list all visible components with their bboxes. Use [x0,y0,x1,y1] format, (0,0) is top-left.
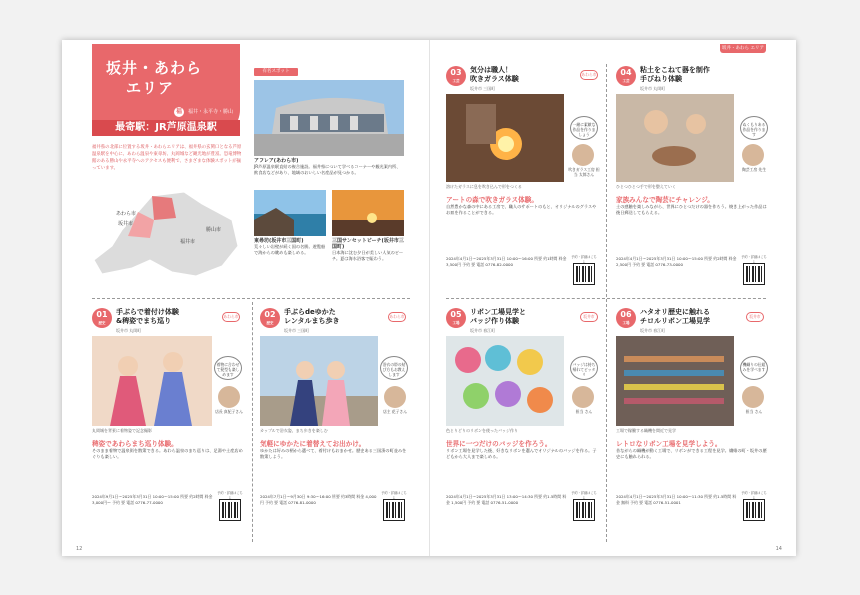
card-body: そのまま着物で温泉街を散策できる。あわら温泉のまち巡りは、足湯や土産店めぐりも楽しい。 [92,448,243,460]
card-title: 粘土をこねて器を制作 手びねり体験 [640,66,710,83]
staff-bubble: ぬくもりある作品を作ります [740,116,768,140]
factory-photo [616,336,734,426]
spot-sub1-caption: 東尋坊(坂井市三国町) 荒々しい岩壁が続く国の名勝。遊覧船で海からの眺めも楽しめる。 [254,238,326,255]
card-headline: 稗姿であわらまち巡り体験。 [92,440,178,448]
page-number-left: 12 [76,546,83,552]
card-headline: 気軽にゆかたに着替えてお出かけ。 [260,440,366,448]
glass-photo [446,94,564,182]
card-info: 2024年4月1日〜2025年3月31日 10:00〜15:00 所要 約2時間 料金 2,500円 予約 要 電話 0776-73-0000 [616,256,737,267]
card-info: 2024年9月1日〜2025年3月31日 10:00〜15:00 所要 約2時間 料金 3,000円〜 予約 要 電話 0776-77-0000 [92,494,213,505]
card-number: 06 工場 [616,308,636,328]
card-area-tag: あわら市 [388,312,406,322]
card-location: 坂井市 三国町 [284,328,310,333]
map-label-fukui: 福井市 [180,239,196,245]
staff-avatar [218,386,240,408]
card-number: 05 工場 [446,308,466,328]
card-title: 手ぶらdeゆかた レンタルまち歩き [284,308,340,325]
staff-name: 店長 真紀子さん [215,409,243,414]
station-photo [254,80,404,156]
map-label-awara: あわら市 [116,211,137,217]
tojinbo-photo [254,190,326,236]
yukata-photo [260,336,378,426]
page-tag: 坂井・あわら エリア [720,44,766,53]
staff-avatar [572,144,594,166]
staff-name: 担当 さん [745,409,763,414]
staff-bubble: バッジは持ち帰れてピッタリ [570,356,598,380]
qr-code[interactable] [384,500,404,520]
area-title: 坂井・あわら エリア [106,59,203,97]
card-body: 昔ながらの織機が動く工場で、リボンができる工程を見学。繊維の町・坂井の歴史にも触れられる。 [616,448,767,460]
staff-avatar [742,144,764,166]
card-location: 坂井市 春江町 [640,328,666,333]
staff-bubble: 一緒に素敵な作品を作りましょう [570,116,598,140]
card-body: ゆかたは好みの柄から選べて、着付けもおまかせ。歴史ある三国湊の町並みを散策しよう。 [260,448,407,460]
card-title: リボン工場見学と バッジ作り体験 [470,308,526,325]
card-headline: レトロなリボン工場を見学しよう。 [616,440,722,448]
card-area-tag: あわら市 [580,70,598,80]
card-title: 手ぶらで着付け体験 &稗姿でまち巡り [116,308,179,325]
qr-code[interactable] [744,500,764,520]
pottery-photo [616,94,734,182]
map-label-sakai: 坂井市 [118,221,134,227]
staff-name: 担当 さん [575,409,593,414]
card-area-tag: 坂井市 [580,312,598,322]
qr-caption: 予約・詳細はこちら [741,491,767,500]
qr-caption: 予約・詳細はこちら [381,491,407,500]
qr-caption: 予約・詳細はこちら [571,491,597,500]
qr-caption: 予約・詳細はこちら [571,255,597,264]
photo-caption: 色とりどりのリボンを使ったバッジ作り [446,428,518,433]
kimono-photo [92,336,212,426]
staff-bubble: 機織りの仕組みを学べます [740,356,768,380]
photo-caption: ひとつひとつ手で形を整えていく [616,184,676,189]
card-location: 坂井市 春江町 [470,328,496,333]
staff-avatar [742,386,764,408]
card-number: 03 工芸 [446,66,466,86]
card-info: 2024年4月1日〜2025年3月31日 10:00〜11:30 所要 約1.5時間 料金 無料 予約 要 電話 0776-51-0001 [616,494,737,505]
photo-caption: 工場で稼働する織機を間近で見学 [616,428,676,433]
qr-caption: 予約・詳細はこちら [741,255,767,264]
photo-caption: 溶けたガラスに息を吹き込んで形をつくる [446,184,522,189]
sunset-beach-photo [332,190,404,236]
card-info: 2024年4月1日〜2025年3月31日 10:00〜16:00 所要 約1時間 料金 3,500円 予約 要 電話 0776-82-0000 [446,256,567,267]
page-number-right: 14 [775,546,782,552]
card-title: 気分は職人！ 吹きガラス体験 [470,66,519,83]
spot-label: 有名スポット [254,68,298,76]
area-intro: 福井県の北部に位置する坂井・あわらエリアは、福井県の玄関口となる芦原温泉駅を中心に、あわら温泉や東尋坊、丸岡城など観光地が豊富。恐竜博物館のある勝山や永平寺へのアクセスも便利で、さまざまな体験スポットが揃っています。 [92,145,242,171]
card-location: 坂井市 丸岡町 [116,328,142,333]
card-title: ハタオリ歴史に触れる チロルリボン工場見学 [640,308,710,325]
card-headline: アートの森で吹きガラス体験。 [446,196,538,204]
magazine-spread [62,40,796,556]
station-bar: 最寄駅：JR芦原温泉駅 [92,120,240,136]
card-number: 04 工芸 [616,66,636,86]
staff-bubble: 着物に合わせて髪型も楽しめます [214,356,242,380]
card-info: 2024年4月1日〜2025年3月31日 13:00〜14:30 所要 約1.5時間 料金 1,500円 予約 要 電話 0776-51-0000 [446,494,567,505]
photo-caption: 丸岡城を背景に着物姿で記念撮影 [92,428,152,433]
area-map [92,190,242,278]
qr-code[interactable] [744,264,764,284]
card-body: 土の感触を楽しみながら、世界にひとつだけの器を作ろう。焼き上がった作品は後日郵送してもらえる。 [616,204,767,216]
qr-code[interactable] [220,500,240,520]
staff-bubble: 浴衣の帯の結び方もお教えします [380,356,408,380]
badge-photo [446,336,564,426]
qr-code[interactable] [574,500,594,520]
card-headline: 世界に一つだけのバッジを作ろう。 [446,440,552,448]
card-body: リボン工場を見学した後、好きなリボンを選んでオリジナルのバッジを作る。子どもから大人まで楽しめる。 [446,448,597,460]
staff-avatar [572,386,594,408]
card-number: 01 歴史 [92,308,112,328]
card-location: 坂井市 丸岡町 [640,86,666,91]
staff-avatar [384,386,406,408]
page-gutter [429,40,430,556]
spot-sub2-caption: 三国サンセットビーチ(坂井市三国町) 日本海に沈む夕日が美しい人気のビーチ。夏は海水浴客で賑わう。 [332,238,404,261]
staff-name: 陶芸工房 先生 [742,167,766,172]
qr-code[interactable] [574,264,594,284]
card-headline: 家族みんなで陶芸にチャレンジ。 [616,196,714,204]
spot-main-caption: アフレア(あわら市) JR芦原温泉駅直結の複合施設。福井県について学べるコーナーや観光案内所、飲食店などがあり、地域のおいしい名産品が見つかる。 [254,158,401,175]
card-info: 2024年7月1日〜9月30日 9:30〜16:00 所要 約3時間 料金 4,000円 予約 要 電話 0776-81-0000 [260,494,377,505]
map-label-katsuyama: 勝山市 [206,227,222,233]
qr-caption: 予約・詳細はこちら [217,491,243,500]
area-badge: 福 [175,108,182,115]
photo-caption: カップルで浴衣姿、まち歩きを楽しむ [260,428,328,433]
card-area-tag: あわら市 [222,312,240,322]
card-location: 坂井市 三国町 [470,86,496,91]
staff-name: 店主 花子さん [383,409,407,414]
card-area-tag: 坂井市 [746,312,764,322]
card-number: 02 歴史 [260,308,280,328]
staff-name: 吹きガラス工房 担当 太郎さん [568,167,600,177]
area-cities: 福井・永平寺・勝山 [188,109,234,115]
card-body: 自然豊かな森の中にある工房で、職人のサポートのもと、オリジナルのグラスやお皿を作ることができる。 [446,204,597,216]
